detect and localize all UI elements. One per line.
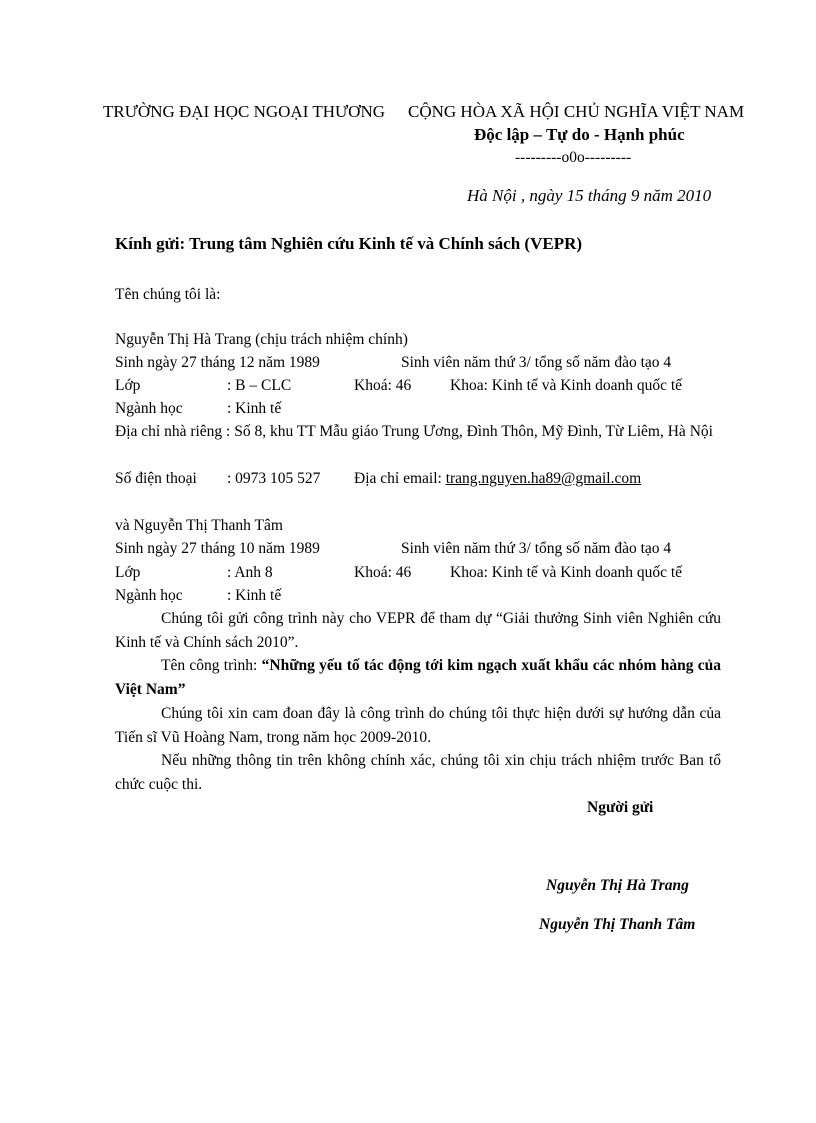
date-line: Hà Nội , ngày 15 tháng 9 năm 2010 bbox=[467, 186, 712, 205]
student1-name: Nguyễn Thị Hà Trang (chịu trách nhiệm chính) bbox=[115, 331, 408, 348]
student1-class-value: : B – CLC bbox=[227, 377, 292, 394]
paragraph-commitment: Chúng tôi xin cam đoan đây là công trình do chúng tôi thực hiện dưới sự hướng dẫn của Tiến sĩ Vũ Hoàng Nam, trong năm học 2009-2010. bbox=[115, 705, 721, 746]
student2-year: Sinh viên năm thứ 3/ tổng số năm đào tạo 4 bbox=[401, 540, 672, 557]
student1-major-label: Ngành học bbox=[115, 400, 183, 417]
student1-email-link[interactable]: trang.nguyen.ha89@gmail.com bbox=[445, 470, 642, 487]
student2-class-label: Lớp bbox=[115, 564, 141, 581]
student2-major-label: Ngành học bbox=[115, 587, 183, 604]
student2-class-value: : Anh 8 bbox=[227, 564, 273, 581]
student1-faculty: Khoa: Kinh tế và Kinh doanh quốc tế bbox=[450, 377, 683, 394]
addressee: Kính gửi: Trung tâm Nghiên cứu Kinh tế và Chính sách (VEPR) bbox=[115, 234, 583, 253]
student2-course: Khoá: 46 bbox=[354, 564, 412, 581]
student1-address: Địa chỉ nhà riêng : Số 8, khu TT Mẫu giáo Trung Ương, Đình Thôn, Mỹ Đình, Từ Liêm, Hà Nội bbox=[115, 423, 713, 440]
intro-text: Tên chúng tôi là: bbox=[115, 286, 221, 303]
paragraph-submission: Chúng tôi gửi công trình này cho VEPR để tham dự “Giải thưởng Sinh viên Nghiên cứu Kinh tế và Chính sách 2010”. bbox=[115, 610, 721, 651]
paragraph-responsibility: Nếu những thông tin trên không chính xác, chúng tôi xin chịu trách nhiệm trước Ban tổ chức cuộc thi. bbox=[115, 752, 721, 793]
student1-email-label: Địa chỉ email: bbox=[354, 470, 446, 487]
signer-name-1: Nguyễn Thị Hà Trang bbox=[546, 877, 689, 894]
student1-birth: Sinh ngày 27 tháng 12 năm 1989 bbox=[115, 354, 320, 371]
signer-name-2: Nguyễn Thị Thanh Tâm bbox=[539, 916, 696, 933]
student1-year: Sinh viên năm thứ 3/ tổng số năm đào tạo 4 bbox=[401, 354, 672, 371]
student2-birth: Sinh ngày 27 tháng 10 năm 1989 bbox=[115, 540, 320, 557]
university-name: TRƯỜNG ĐẠI HỌC NGOẠI THƯƠNG bbox=[103, 102, 385, 121]
student2-major-value: : Kinh tế bbox=[227, 587, 282, 604]
national-motto: Độc lập – Tự do - Hạnh phúc bbox=[474, 125, 685, 144]
student1-phone-label: Số điện thoại bbox=[115, 470, 197, 487]
project-title: “Những yếu tố tác động tới kim ngạch xuất khẩu các nhóm hàng của Việt Nam” bbox=[115, 657, 722, 698]
student2-name: và Nguyễn Thị Thanh Tâm bbox=[115, 517, 283, 534]
student2-faculty: Khoa: Kinh tế và Kinh doanh quốc tế bbox=[450, 564, 683, 581]
paragraph-project-title bbox=[115, 654, 721, 701]
student1-phone-value: : 0973 105 527 bbox=[227, 470, 321, 487]
header-separator: ---------o0o--------- bbox=[515, 149, 632, 166]
student1-class-label: Lớp bbox=[115, 377, 141, 394]
student1-course: Khoá: 46 bbox=[354, 377, 412, 394]
student1-major-value: : Kinh tế bbox=[227, 400, 282, 417]
student1-email-row bbox=[354, 467, 641, 491]
project-title-label: Tên công trình: bbox=[161, 657, 262, 674]
sender-label: Người gửi bbox=[587, 799, 654, 816]
republic-name: CỘNG HÒA XÃ HỘI CHỦ NGHĨA VIỆT NAM bbox=[408, 102, 745, 121]
